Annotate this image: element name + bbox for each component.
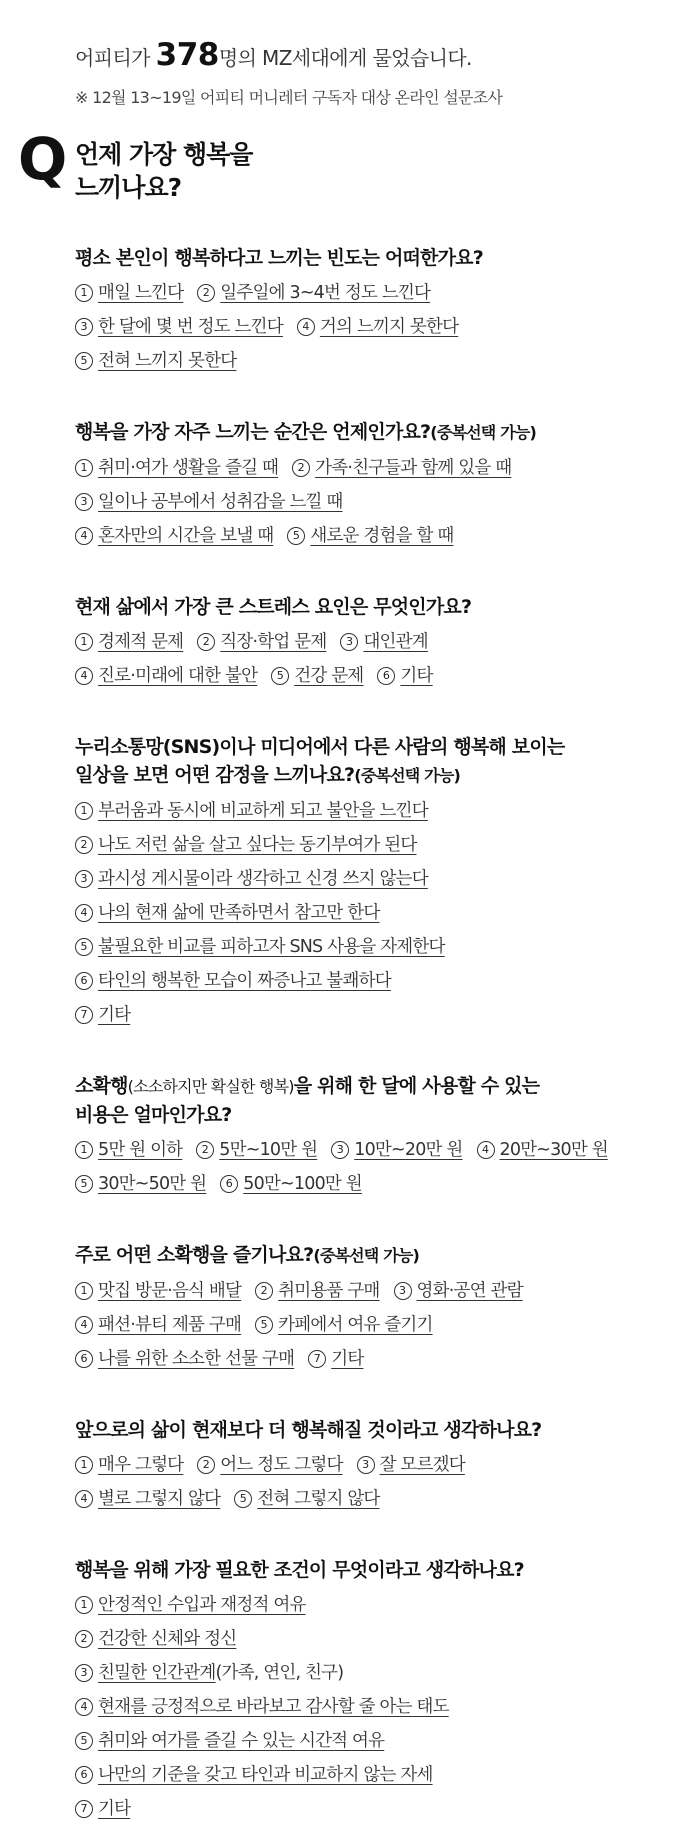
- option-text: 기타: [331, 1349, 364, 1369]
- option[interactable]: [75, 1274, 241, 1308]
- option-number: 5: [75, 938, 93, 956]
- option-text: 50만~100만 원: [243, 1174, 362, 1194]
- option-number: 2: [75, 1630, 93, 1648]
- option-number: 2: [197, 633, 215, 651]
- question-text: [75, 1241, 675, 1270]
- option-text: 기타: [98, 1005, 131, 1025]
- option-number: 1: [75, 802, 93, 820]
- question-5: [75, 1072, 675, 1201]
- option-text: 진로·미래에 대한 불안: [98, 666, 258, 686]
- question-main: 주로 어떤 소확행을 즐기나요?: [75, 1244, 314, 1266]
- option-line: [75, 1448, 675, 1482]
- option-line: [75, 1724, 675, 1758]
- option-line: [75, 519, 675, 553]
- option-number: 4: [75, 904, 93, 922]
- option-number: 1: [75, 1141, 93, 1159]
- question-line1: 누리소통망(SNS)이나 미디어에서 다른 사람의 행복해 보이는: [75, 736, 565, 758]
- option-text: 기타: [400, 666, 433, 686]
- option-text: 부러움과 동시에 비교하게 되고 불안을 느낀다: [98, 801, 428, 821]
- option-number: 3: [75, 318, 93, 336]
- option-number: 2: [196, 1141, 214, 1159]
- option-number: 1: [75, 1456, 93, 1474]
- option[interactable]: [75, 862, 428, 896]
- option[interactable]: [75, 1656, 343, 1690]
- section-title-line1: 언제 가장 행복을: [75, 140, 253, 169]
- option[interactable]: [196, 1133, 317, 1167]
- question-text: 현재 삶에서 가장 큰 스트레스 요인은 무엇인가요?: [75, 596, 472, 618]
- option[interactable]: [331, 1133, 462, 1167]
- option-extra: (가족, 연인, 친구): [215, 1663, 344, 1683]
- option-text: 별로 그렇지 않다: [98, 1489, 221, 1509]
- option[interactable]: [75, 1622, 236, 1656]
- option[interactable]: [255, 1274, 379, 1308]
- option-line: [75, 794, 675, 828]
- option-line: [75, 1690, 675, 1724]
- option[interactable]: [75, 485, 343, 519]
- option-number: 5: [287, 527, 305, 545]
- option[interactable]: [75, 998, 130, 1032]
- option-text: 전혀 그렇지 않다: [257, 1489, 380, 1509]
- option-text: 나만의 기준을 갖고 타인과 비교하지 않는 자세: [98, 1765, 433, 1785]
- option[interactable]: [308, 1342, 363, 1376]
- option-text: 일주일에 3~4번 정도 느낀다: [220, 283, 431, 303]
- option-text: 기타: [98, 1799, 131, 1819]
- intro-line: [75, 37, 675, 73]
- option-number: 3: [75, 493, 93, 511]
- option[interactable]: [197, 625, 326, 659]
- option[interactable]: [75, 1792, 130, 1826]
- option-text: 경제적 문제: [98, 632, 184, 652]
- option[interactable]: [75, 451, 278, 485]
- option-number: 7: [75, 1006, 93, 1024]
- option-line: [75, 1167, 675, 1201]
- option-number: 7: [75, 1800, 93, 1818]
- option-line: [75, 276, 675, 310]
- option-number: 4: [75, 667, 93, 685]
- option-number: 5: [255, 1316, 273, 1334]
- option-number: 4: [297, 318, 315, 336]
- option-text: 거의 느끼지 못한다: [319, 317, 459, 337]
- option-line: [75, 1308, 675, 1342]
- option-text: 5만~10만 원: [219, 1140, 318, 1160]
- option-text: 타인의 행복한 모습이 짜증나고 불쾌하다: [98, 971, 391, 991]
- option[interactable]: [75, 659, 257, 693]
- option-text: 카페에서 여유 즐기기: [278, 1315, 433, 1335]
- option[interactable]: [75, 1342, 294, 1376]
- option-number: 5: [75, 352, 93, 370]
- option[interactable]: [75, 1448, 183, 1482]
- option-number: 1: [75, 633, 93, 651]
- question-text: 앞으로의 삶이 현재보다 더 행복해질 것이라고 생각하나요?: [75, 1419, 542, 1441]
- option-number: 6: [220, 1175, 238, 1193]
- question-4: [75, 733, 675, 1032]
- question-line2: 비용은 얼마인가요?: [75, 1104, 232, 1126]
- question-main: 일상을 보면 어떤 감정을 느끼나요?: [75, 764, 355, 786]
- option[interactable]: [255, 1308, 432, 1342]
- option-text: 친밀한 인간관계: [98, 1663, 216, 1683]
- option-text: 건강 문제: [294, 666, 364, 686]
- option-text: 과시성 게시물이라 생각하고 신경 쓰지 않는다: [98, 869, 428, 889]
- option-line: [75, 1588, 675, 1622]
- option-number: 4: [477, 1141, 495, 1159]
- option-number: 6: [75, 1350, 93, 1368]
- option-line: [75, 1482, 675, 1516]
- option-line: [75, 1133, 675, 1167]
- option-number: 4: [75, 1316, 93, 1334]
- option-line: [75, 625, 675, 659]
- q-mark: Q: [18, 125, 66, 193]
- question-text: [75, 1072, 675, 1129]
- option-number: 5: [234, 1490, 252, 1508]
- option[interactable]: [75, 1758, 433, 1792]
- respondent-count: 378: [155, 37, 219, 73]
- option-line: [75, 344, 675, 378]
- question-sub: (중복선택 가능): [354, 766, 460, 785]
- option[interactable]: [75, 625, 183, 659]
- option-line: [75, 1342, 675, 1376]
- option-text: 매우 그렇다: [98, 1455, 184, 1475]
- option[interactable]: [75, 310, 283, 344]
- option[interactable]: [75, 1308, 241, 1342]
- option[interactable]: [75, 1724, 384, 1758]
- option-line: [75, 659, 675, 693]
- option-text: 나를 위한 소소한 선물 구매: [98, 1349, 295, 1369]
- option-text: 맛집 방문·음식 배달: [98, 1281, 242, 1301]
- option-text: 20만~30만 원: [499, 1140, 608, 1160]
- question-text: [75, 418, 675, 447]
- section-title-line2: 느끼나요?: [75, 173, 182, 202]
- option-line: [75, 828, 675, 862]
- option[interactable]: [75, 1690, 449, 1724]
- option[interactable]: [75, 1588, 306, 1622]
- question-main: 을 위해 한 달에 사용할 수 있는: [293, 1075, 540, 1097]
- question-6: [75, 1241, 675, 1376]
- option-line: [75, 1758, 675, 1792]
- option-line: [75, 1274, 675, 1308]
- option[interactable]: [75, 276, 183, 310]
- question-sub: (중복선택 가능): [313, 1246, 420, 1265]
- option-line: [75, 451, 675, 485]
- option-number: 7: [308, 1350, 326, 1368]
- option[interactable]: [220, 1167, 362, 1201]
- option-number: 2: [75, 836, 93, 854]
- option-number: 1: [75, 284, 93, 302]
- option-line: [75, 1792, 675, 1826]
- question-text: [75, 733, 675, 790]
- survey-content: [75, 0, 675, 1826]
- option-number: 2: [197, 284, 215, 302]
- option[interactable]: [197, 1448, 342, 1482]
- option-text: 새로운 경험을 할 때: [310, 526, 454, 546]
- option-text: 직장·학업 문제: [220, 632, 327, 652]
- option-number: 3: [75, 1664, 93, 1682]
- option-line: [75, 998, 675, 1032]
- option-number: 6: [377, 667, 395, 685]
- option-text: 건강한 신체와 정신: [98, 1629, 237, 1649]
- option-number: 4: [75, 527, 93, 545]
- question-7: [75, 1416, 675, 1516]
- option-text: 10만~20만 원: [354, 1140, 463, 1160]
- option-text: 일이나 공부에서 성취감을 느낄 때: [98, 492, 343, 512]
- option-text: 혼자만의 시간을 보낼 때: [98, 526, 274, 546]
- option-line: [75, 930, 675, 964]
- option-text: 전혀 느끼지 못한다: [98, 351, 237, 371]
- option-line: [75, 896, 675, 930]
- question-8: [75, 1556, 675, 1826]
- option[interactable]: [75, 519, 273, 553]
- option[interactable]: [75, 1167, 206, 1201]
- question-2: [75, 418, 675, 553]
- question-sub: (소소하지만 확실한 행복): [127, 1077, 294, 1096]
- question-main: 행복을 가장 자주 느끼는 순간은 언제인가요?: [75, 421, 431, 443]
- option-number: 3: [357, 1456, 375, 1474]
- option[interactable]: [377, 659, 432, 693]
- option[interactable]: [394, 1274, 523, 1308]
- option[interactable]: [75, 930, 445, 964]
- option-number: 5: [75, 1732, 93, 1750]
- intro-suffix: 명의 MZ세대에게 물었습니다.: [218, 46, 472, 70]
- option-text: 취미와 여가를 즐길 수 있는 시간적 여유: [98, 1731, 385, 1751]
- question-line2: [75, 761, 675, 790]
- option-text: 5만 원 이하: [98, 1140, 183, 1160]
- option-text: 30만~50만 원: [98, 1174, 207, 1194]
- option-number: 3: [75, 870, 93, 888]
- option-line: [75, 964, 675, 998]
- option-text: 한 달에 몇 번 정도 느낀다: [98, 317, 283, 337]
- option-text: 어느 정도 그렇다: [220, 1455, 343, 1475]
- option-number: 4: [75, 1698, 93, 1716]
- option-text: 매일 느낀다: [98, 283, 184, 303]
- option-text: 불필요한 비교를 피하고자 SNS 사용을 자제한다: [98, 937, 445, 957]
- option[interactable]: [75, 1482, 220, 1516]
- option[interactable]: [197, 276, 430, 310]
- option[interactable]: [75, 964, 391, 998]
- option[interactable]: [75, 896, 380, 930]
- option-number: 1: [75, 459, 93, 477]
- option[interactable]: [75, 828, 416, 862]
- option-line: [75, 1656, 675, 1690]
- question-text: 행복을 위해 가장 필요한 조건이 무엇이라고 생각하나요?: [75, 1559, 524, 1581]
- option-text: 가족·친구들과 함께 있을 때: [315, 458, 512, 478]
- option-line: [75, 310, 675, 344]
- option-number: 6: [75, 972, 93, 990]
- question-line1: [75, 1072, 675, 1101]
- option-number: 3: [331, 1141, 349, 1159]
- option[interactable]: [297, 310, 458, 344]
- option-text: 취미·여가 생활을 즐길 때: [98, 458, 279, 478]
- option-number: 3: [340, 633, 358, 651]
- option[interactable]: [234, 1482, 379, 1516]
- option[interactable]: [287, 519, 453, 553]
- option-text: 안정적인 수입과 재정적 여유: [98, 1595, 306, 1615]
- option-line: [75, 862, 675, 896]
- option-line: [75, 1622, 675, 1656]
- option-text: 현재를 긍정적으로 바라보고 감사할 줄 아는 태도: [98, 1697, 449, 1717]
- option-text: 패션·뷰티 제품 구매: [98, 1315, 242, 1335]
- option-text: 대인관계: [363, 632, 428, 652]
- option-number: 2: [197, 1456, 215, 1474]
- option[interactable]: [271, 659, 363, 693]
- option-number: 2: [292, 459, 310, 477]
- intro-prefix: 어피티가: [75, 46, 156, 70]
- option[interactable]: [340, 625, 427, 659]
- option[interactable]: [75, 794, 428, 828]
- option-number: 4: [75, 1490, 93, 1508]
- option[interactable]: [357, 1448, 465, 1482]
- option-number: 3: [394, 1282, 412, 1300]
- option[interactable]: [75, 344, 236, 378]
- option-text: 나의 현재 삶에 만족하면서 참고만 한다: [98, 903, 380, 923]
- option-text: 영화·공연 관람: [416, 1281, 523, 1301]
- option-number: 5: [75, 1175, 93, 1193]
- option-number: 1: [75, 1596, 93, 1614]
- question-sub: (중복선택 가능): [430, 423, 537, 442]
- option[interactable]: [75, 1133, 182, 1167]
- option-text: 취미용품 구매: [278, 1281, 380, 1301]
- question-1: [75, 244, 675, 378]
- option-number: 1: [75, 1282, 93, 1300]
- option[interactable]: [292, 451, 511, 485]
- option-number: 2: [255, 1282, 273, 1300]
- section-title: [75, 138, 675, 204]
- question-3: [75, 593, 675, 693]
- option-text: 나도 저런 삶을 살고 싶다는 동기부여가 된다: [98, 835, 417, 855]
- question-text: 평소 본인이 행복하다고 느끼는 빈도는 어떠한가요?: [75, 247, 483, 269]
- option-number: 5: [271, 667, 289, 685]
- option-line: [75, 485, 675, 519]
- option-number: 6: [75, 1766, 93, 1784]
- question-main: 소확행: [75, 1075, 128, 1097]
- survey-note: ※ 12월 13~19일 어피티 머니레터 구독자 대상 온라인 설문조사: [75, 88, 503, 107]
- option[interactable]: [477, 1133, 608, 1167]
- option-text: 잘 모르겠다: [379, 1455, 465, 1475]
